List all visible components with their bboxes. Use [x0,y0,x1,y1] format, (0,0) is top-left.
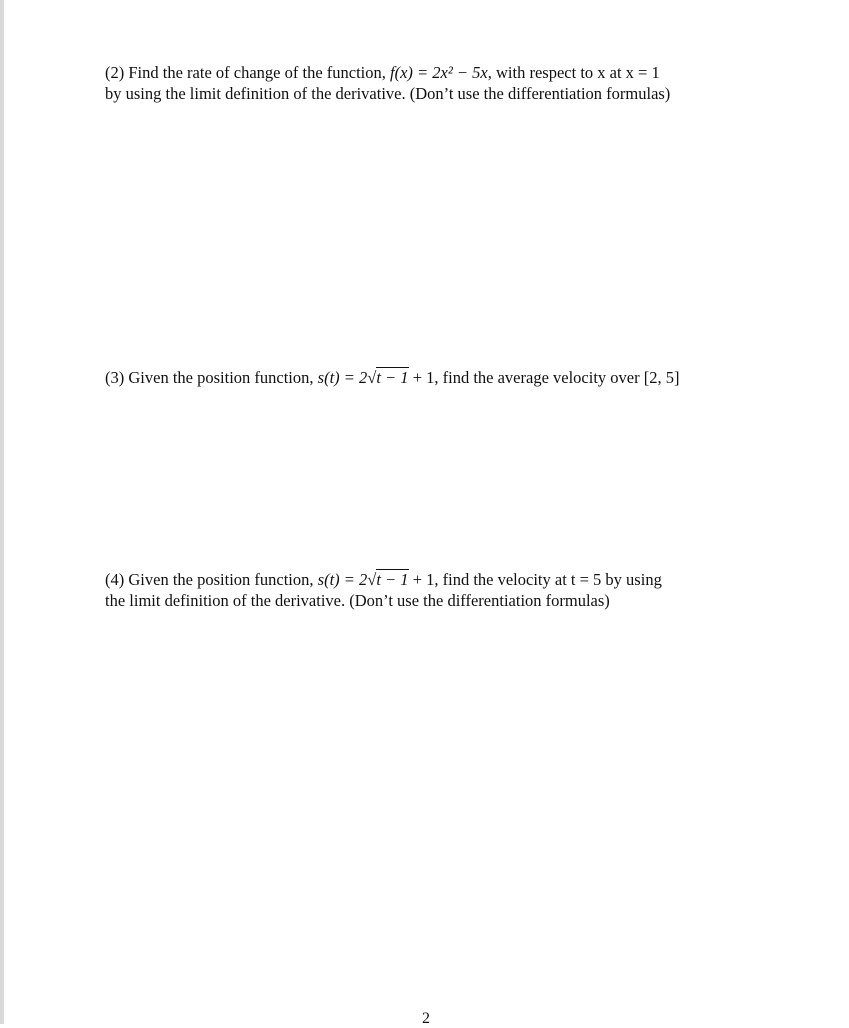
problem-text: , with respect to x at x = 1 [487,63,660,82]
problem-4 [105,569,765,611]
problem-text: , find the average velocity over [2, 5] [434,368,680,387]
viewer-left-edge [0,0,4,1024]
radicand: t − 1 [376,368,409,387]
function-expression: + 1 [408,570,435,589]
function-expression: + 1 [408,368,435,387]
problem-number: (2) [105,63,125,82]
problem-number: (4) [105,570,125,589]
problem-text: Find the rate of change of the function, [128,63,390,82]
radicand: t − 1 [376,570,409,589]
problem-4-line-1 [105,569,765,590]
problem-3 [105,367,765,388]
problem-text: Given the position function, [128,368,318,387]
function-expression: f(x) = 2x² − 5x [390,63,488,82]
problem-2 [105,62,765,104]
function-expression: s(t) = 2√ [317,368,377,387]
problem-2-line-1 [105,62,765,83]
page-number: 2 [422,1010,430,1027]
problem-text: Given the position function, [128,570,318,589]
problem-2-line-2: by using the limit definition of the derivative. (Don’t use the differentiation formulas) [105,84,671,103]
problem-text: , find the velocity at t = 5 by using [434,570,662,589]
problem-4-line-2: the limit definition of the derivative. (Don’t use the differentiation formulas) [105,591,610,610]
function-expression: s(t) = 2√ [317,570,377,589]
problem-number: (3) [105,368,125,387]
